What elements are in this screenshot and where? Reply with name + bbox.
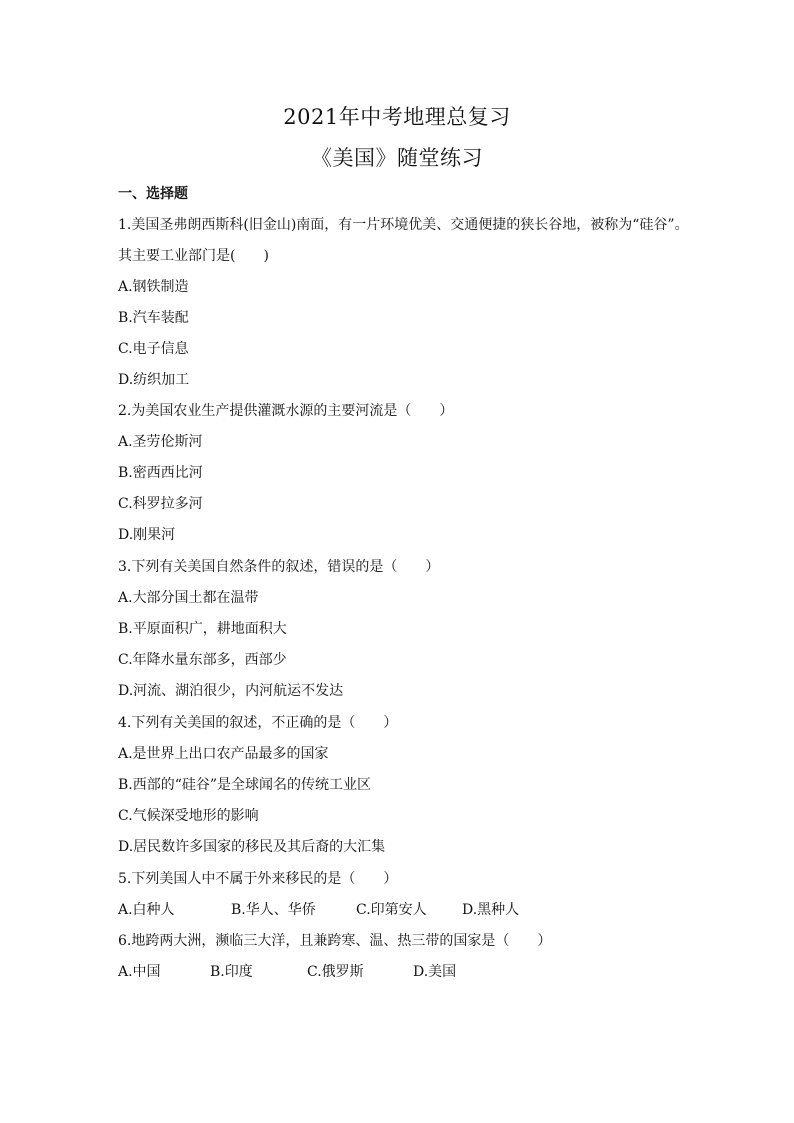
- question-2-stem: 2.为美国农业生产提供灌溉水源的主要河流是（ ）: [118, 403, 454, 419]
- question-6-stem: 6.地跨两大洲，濒临三大洋，且兼跨寒、温、热三带的国家是（ ）: [118, 933, 552, 949]
- question-6-option-d: D.美国: [413, 964, 457, 980]
- question-5-option-b: B.华人、华侨: [231, 902, 316, 918]
- question-2-option-b: B.密西西比河: [118, 465, 203, 481]
- question-2-option-a: A.圣劳伦斯河: [118, 434, 203, 450]
- question-3-option-c: C.年降水量东部多，西部少: [118, 652, 287, 668]
- question-1-stem-line-1: 1.美国圣弗朗西斯科(旧金山)南面，有一片环境优美、交通便捷的狭长谷地，被称为“硅谷”。: [118, 217, 689, 233]
- document-subtitle: 《美国》随堂练习: [311, 146, 483, 170]
- question-5-option-c: C.印第安人: [356, 902, 427, 918]
- question-3-option-b: B.平原面积广，耕地面积大: [118, 621, 287, 637]
- section-heading: 一、选择题: [118, 186, 188, 202]
- question-3-option-d: D.河流、湖泊很少，内河航运不发达: [118, 683, 344, 699]
- question-1-option-a: A.钢铁制造: [118, 279, 189, 295]
- question-4-option-d: D.居民数许多国家的移民及其后裔的大汇集: [118, 839, 386, 855]
- question-1-stem-line-2: 其主要工业部门是( ): [118, 248, 269, 264]
- question-6-option-c: C.俄罗斯: [307, 964, 364, 980]
- question-1-option-b: B.汽车装配: [118, 310, 189, 326]
- question-5-option-a: A.白种人: [118, 902, 175, 918]
- document-title: 2021年中考地理总复习: [283, 105, 511, 129]
- question-5-stem: 5.下列美国人中不属于外来移民的是（ ）: [118, 871, 398, 887]
- question-6-option-b: B.印度: [210, 964, 253, 980]
- question-4-option-b: B.西部的“硅谷”是全球闻名的传统工业区: [118, 777, 372, 793]
- question-2-option-d: D.刚果河: [118, 527, 176, 543]
- question-4-option-c: C.气候深受地形的影响: [118, 808, 259, 824]
- question-4-option-a: A.是世界上出口农产品最多的国家: [118, 746, 329, 762]
- question-1-option-c: C.电子信息: [118, 341, 189, 357]
- question-2-option-c: C.科罗拉多河: [118, 496, 203, 512]
- question-4-stem: 4.下列有关美国的叙述，不正确的是（ ）: [118, 715, 398, 731]
- question-5-option-d: D.黑种人: [462, 902, 520, 918]
- question-1-option-d: D.纺织加工: [118, 372, 190, 388]
- question-3-stem: 3.下列有关美国自然条件的叙述，错误的是（ ）: [118, 559, 440, 575]
- question-3-option-a: A.大部分国土都在温带: [118, 590, 259, 606]
- question-6-option-a: A.中国: [118, 964, 161, 980]
